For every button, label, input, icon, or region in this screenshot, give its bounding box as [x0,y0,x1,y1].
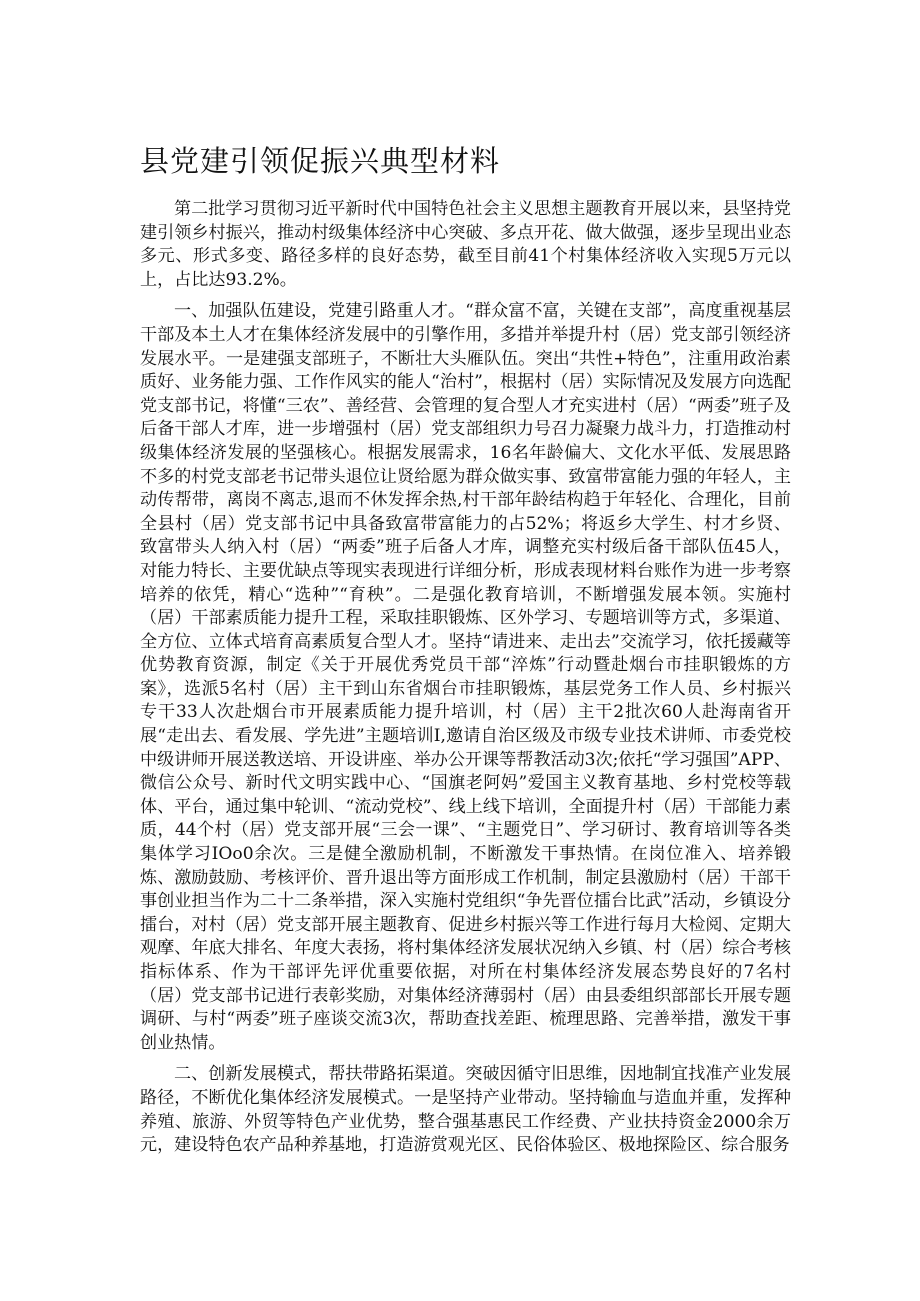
paragraph-section-2: 二、创新发展模式，帮扶带路拓渠道。突破因循守旧思维，因地制宜找准产业发展路径，不断优化集体经济发展模式。一是坚持产业带动。坚持输血与造血并重，发挥种养殖、旅游、外贸等特色产业优势，整合强基惠民工作经费、产业扶持资金2000余万元，建设特色农产品种养基地，打造游赏观光区、民俗体验区、极地探险区、综合服务 [140,1064,791,1156]
paragraph-section-1: 一、加强队伍建设，党建引路重人才。“群众富不富，关键在支部”，高度重视基层干部及本土人才在集体经济发展中的引擎作用，多措并举提升村（居）党支部引领经济发展水平。一是建强支部班子，不断壮大头雁队伍。突出“共性+特色”，注重用政治素质好、业务能力强、工作作风实的能人“治村”，根据村（居）实际情况及发展方向选配党支部书记，将懂“三农”、善经营、会管理的复合型人才充实进村（居）“两委”班子及后备干部人才库，进一步增强村（居）党支部组织力号召力凝聚力战斗力，打造推动村级集体经济发展的坚强核心。根据发展需求，16名年龄偏大、文化水平低、发展思路不多的村党支部老书记带头退位让贤给愿为群众做实事、致富带富能力强的年轻人，主动传帮带，离岗不离志,退而不休发挥余热,村干部年龄结构趋于年轻化、合理化，目前全县村（居）党支部书记中具备致富带富能力的占52%；将返乡大学生、村才乡贤、致富带头人纳入村（居）“两委”班子后备人才库，调整充实村级后备干部队伍45人，对能力特长、主要优缺点等现实表现进行详细分析，形成表现材料台账作为进一步考察培养的依凭，精心“选种”“育秧”。二是强化教育培训，不断增强发展本领。实施村（居）干部素质能力提升工程，采取挂职锻炼、区外学习、专题培训等方式，多渠道、全方位、立体式培育高素质复合型人才。坚持“请进来、走出去”交流学习，依托援藏等优势教育资源，制定《关于开展优秀党员干部“淬炼”行动暨赴烟台市挂职锻炼的方案》，选派5名村（居）主干到山东省烟台市挂职锻炼，基层党务工作人员、乡村振兴专干33人次赴烟台市开展素质能力提升培训，村（居）主干2批次60人赴海南省开展“走出去、看发展、学先进”主题培训I,邀请自治区级及市级专业技术讲师、市委党校中级讲师开展送教送培、开设讲座、举办公开课等帮教活动3次;依托“学习强国”APP、微信公众号、新时代文明实践中心、“国旗老阿妈”爱国主义教育基地、乡村党校等载体、平台，通过集中轮训、“流动党校”、线上线下培训，全面提升村（居）干部能力素质，44个村（居）党支部开展“三会一课”、“主题党日”、学习研讨、教育培训等各类集体学习IOo0余次。三是健全激励机制，不断激发干事热情。在岗位准入、培养锻炼、激励鼓励、考核评价、晋升退出等方面形成工作机制，制定县激励村（居）干部干事创业担当作为二十二条举措，深入实施村党组织“争先晋位擂台比武”活动，乡镇设分擂台，对村（居）党支部开展主题教育、促进乡村振兴等工作进行每月大检阅、定期大观摩、年底大排名、年度大表扬，将村集体经济发展状况纳入乡镇、村（居）综合考核指标体系、作为干部评先评优重要依据，对所在村集体经济发展态势良好的7名村（居）党支部书记进行表彰奖励，对集体经济薄弱村（居）由县委组织部部长开展专题调研、与村“两委”班子座谈交流3次，帮助查找差距、梳理思路、完善举措，激发干事创业热情。 [140,301,791,1053]
paragraph-intro: 第二批学习贯彻习近平新时代中国特色社会主义思想主题教育开展以来，县坚持党建引领乡村振兴，推动村级集体经济中心突破、多点开花、做大做强，逐步呈现出业态多元、形式多变、路径多样的良好态势，截至目前41个村集体经济收入实现5万元以上，占比达93.2%。 [140,199,791,290]
document-body [140,198,791,1166]
document-title: 县党建引领促振兴典型材料 [140,144,501,178]
